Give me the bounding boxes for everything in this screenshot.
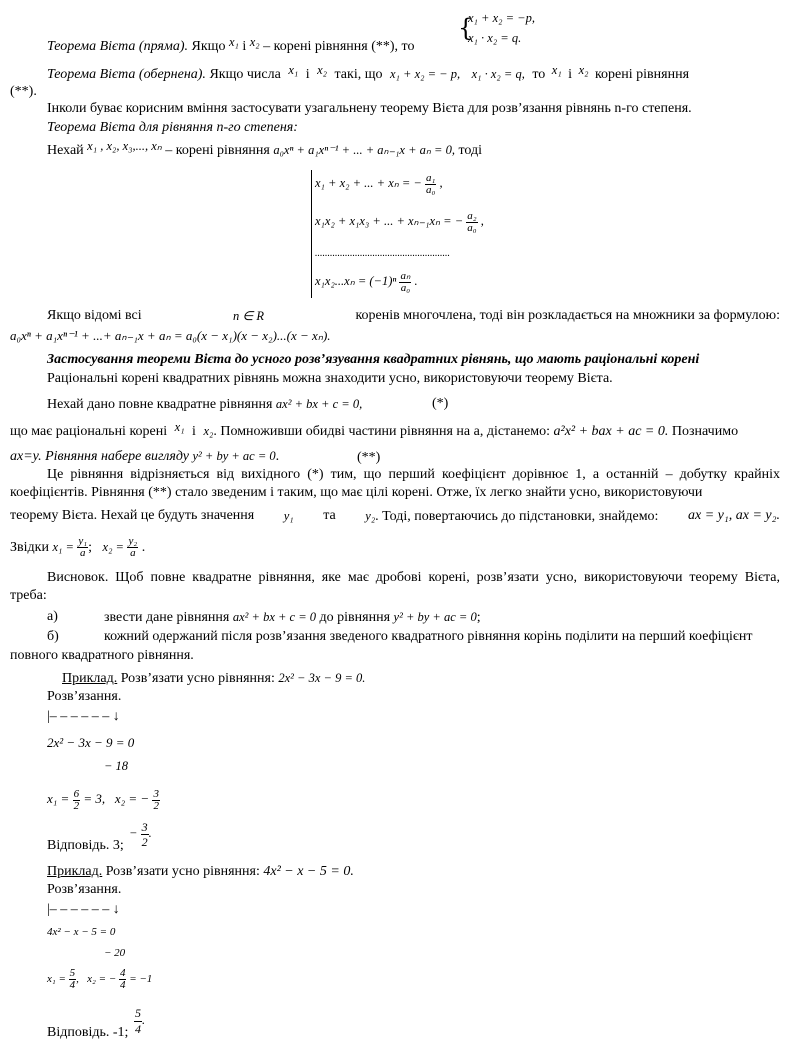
x2-symbol: x₂ xyxy=(249,35,260,49)
subst-dot: . xyxy=(275,449,280,464)
nth-f2-den: a₀ xyxy=(467,221,477,234)
vieta-direct-pre: Якщо xyxy=(191,39,226,54)
full-eq: ax² + bx + c = 0, xyxy=(275,397,363,411)
nth-post: тоді xyxy=(458,143,482,158)
vieta-direct-mid: і xyxy=(242,39,247,54)
ex2-label: Приклад. xyxy=(47,864,103,879)
factor-text: Якщо відомі всі xyxy=(47,308,142,323)
step-a-line xyxy=(104,609,481,626)
step-a-mid: до рівняння xyxy=(319,610,391,625)
whence-x1: x₁ = xyxy=(52,540,74,554)
generalized-intro: Інколи буває корисним вміння застосувати узагальнену теорему Вієта для розв’язання рівнянь n-го степеня. xyxy=(47,101,692,116)
ex1-ans-dot: . xyxy=(148,826,152,840)
nth-degree-line xyxy=(47,139,482,159)
ex1-solution: Розв’язання. xyxy=(47,689,122,704)
ex1-ans-den: 2 xyxy=(141,834,148,849)
full-eq-pre: Нехай дано повне квадратне рівняння xyxy=(47,397,273,412)
x1-symbol: x₁ xyxy=(288,63,299,77)
nth-f2-num: a₂ xyxy=(467,209,477,222)
nth-system-brace xyxy=(311,170,312,298)
nth-product-left: x₁x₂...xₙ = (−1)ⁿ xyxy=(315,274,397,288)
ex1-eq: 2x² − 3x − 9 = 0. xyxy=(278,671,366,685)
ex1-title-line xyxy=(62,670,365,687)
ex1-ans-minus: − xyxy=(129,826,138,840)
ex2-x1-num: 5 xyxy=(69,966,76,979)
ex1-x2-num: 3 xyxy=(153,787,159,800)
step-a-eq1: ax² + bx + c = 0 xyxy=(232,610,317,624)
nth-roots: x₁ , x₂, x₃,..., xₙ xyxy=(87,139,162,153)
ex1-x1-den: 2 xyxy=(73,799,80,812)
whence-d2: a xyxy=(130,547,136,560)
vieta-inverse-sum: x₁ + x₂ = − p, xyxy=(390,67,461,81)
ex2-ans-dot: . xyxy=(142,1013,146,1027)
nth-sum-left: x₁ + x₂ + ... + xₙ = − xyxy=(315,176,422,190)
rational-pre: що має раціональні корені xyxy=(10,424,168,439)
para2-end-pre: теорему Вієта. Нехай це будуть значення xyxy=(10,508,255,523)
subst-eq: y² + by + ac = 0 xyxy=(192,449,276,463)
vieta-sys-sum: x₁ + x₂ = −p, xyxy=(468,11,535,25)
x1-symbol: x₁ xyxy=(174,420,185,434)
whence-label: Звідки xyxy=(10,540,49,555)
ex2-x1-comma: , xyxy=(76,973,79,985)
vieta-inverse-post2: (**). xyxy=(10,84,37,99)
ex2-x1: x₁ = xyxy=(47,973,66,985)
vieta-inverse-line xyxy=(47,63,690,83)
step-b-label: б) xyxy=(47,629,59,644)
nth-f1-den: a₀ xyxy=(426,183,436,196)
vieta-direct-line xyxy=(47,35,415,55)
nth-c1: , xyxy=(439,176,443,190)
nth-product-row xyxy=(315,270,418,294)
nth-dots-row: ...................................................... xyxy=(315,248,450,259)
whence-semi: ; xyxy=(88,540,93,555)
ex2-x1-den: 4 xyxy=(69,978,76,991)
ex1-prod: − 18 xyxy=(104,759,129,773)
conclusion2: треба: xyxy=(10,588,47,603)
nth-pair-left: x₁x₂ + x₁x₃ + ... + xₙ₋₁xₙ = − xyxy=(315,214,464,228)
para2-ta: та xyxy=(323,508,336,523)
ex1-x2: x₂ = − xyxy=(114,791,150,806)
nth-f4-num: aₙ xyxy=(400,269,411,282)
whence-d1: a xyxy=(80,547,86,560)
rational-mid: і xyxy=(192,424,196,439)
vieta-inverse-label: Теорема Вієта (обернена). xyxy=(47,67,206,82)
ex2-answer: Відповідь. -1; xyxy=(47,1025,129,1040)
step-b-text2: повного квадратного рівняння. xyxy=(10,648,194,663)
ex1-answer: Відповідь. 3; xyxy=(47,838,124,853)
vieta-inverse-mid3: то xyxy=(532,67,546,82)
full-eq-mark: (*) xyxy=(432,396,449,411)
vieta-inverse-mid4: і xyxy=(568,67,573,82)
nth-f1-num: a₁ xyxy=(426,171,436,184)
rational-roots-line xyxy=(10,420,739,440)
ex2-solution: Розв’язання. xyxy=(47,882,122,897)
ex1-x1-num: 6 xyxy=(73,787,80,800)
full-eq-line xyxy=(47,396,362,413)
para2: Це рівняння відрізняється від вихідного (*) тим, що перший коефіцієнт дорівнює 1, а останній – добутку крайніх коефіцієнтів. Рівняння (**) стало зведеним і таким, що має цілі корені. Отже, їх легко знайти усно, використовуючи xyxy=(10,467,780,500)
nth-degree-title: Теорема Вієта для рівняння n-го степеня: xyxy=(47,120,298,135)
ex2-ans-den: 4 xyxy=(135,1021,141,1036)
x1-symbol: x₁ xyxy=(228,35,239,49)
whence-x2: x₂ = xyxy=(102,540,124,554)
ex1-eq2: 2x² − 3x − 9 = 0 xyxy=(47,735,135,750)
ex2-text: Розв’язати усно рівняння: xyxy=(105,864,260,879)
ex2-x2-value: = −1 xyxy=(129,973,153,985)
subst-mark: (**) xyxy=(357,450,381,465)
whence-n1: y₁ xyxy=(78,535,88,548)
vieta-inverse-pre: Якщо числа xyxy=(209,67,281,82)
ex1-x2-den: 2 xyxy=(153,799,159,812)
nth-sum-row xyxy=(315,172,443,196)
rational-eq: a²x² + bax + ac = 0. xyxy=(553,424,669,439)
ex2-x2: x₂ = − xyxy=(87,973,117,985)
ex1-x1: x₁ = xyxy=(47,791,70,806)
factor-nr: n ∈ R xyxy=(233,309,265,323)
vieta-sys-product: x₁ · x₂ = q. xyxy=(468,31,522,45)
ex2-eq2: 4x² − x − 5 = 0 xyxy=(47,926,116,938)
oral-intro: Раціональні корені квадратних рівнянь можна знаходити усно, використовуючи теорему Вієта. xyxy=(47,371,613,386)
step-a-pre: звести дане рівняння xyxy=(104,610,230,625)
factor-text2: коренів многочлена, тоді він розкладається на множники за формулою: xyxy=(355,308,780,323)
vieta-direct-label: Теорема Вієта (пряма). xyxy=(47,39,189,54)
nth-mid: – корені рівняння xyxy=(165,143,270,158)
nth-pre: Нехай xyxy=(47,143,84,158)
para2-end-post: . Тоді, повертаючись до підстановки, знайдемо: xyxy=(375,509,659,524)
ex2-title-line xyxy=(47,864,354,880)
system-brace: { xyxy=(458,14,474,42)
factor-formula: a₀xⁿ + a₁xⁿ⁻¹ + ...+ aₙ₋₁x + aₙ = a₀(x − x₁)(x − x₂)...(x − xₙ). xyxy=(10,328,331,343)
conclusion: Висновок. Щоб повне квадратне рівняння, яке має дробові корені, розв’язати усно, використовуючи теорему Вієта, xyxy=(47,570,780,585)
nth-c4: . xyxy=(414,274,418,288)
whence-n2: y₂ xyxy=(128,535,138,548)
para2-y2: y₂ xyxy=(365,509,376,523)
nth-equation: a₀xⁿ + a₁xⁿ⁻¹ + ... + aₙ₋₁x + aₙ = 0, xyxy=(273,143,455,157)
ex2-roots-line xyxy=(47,966,152,992)
ex2-arrow: |– – – – – – ↓ xyxy=(47,902,120,917)
vieta-inverse-mid: і xyxy=(305,67,310,82)
ex2-x2-den: 4 xyxy=(119,978,126,991)
whence-dot: . xyxy=(141,540,146,555)
ex1-ans-num: 3 xyxy=(141,819,148,834)
para2-end-line xyxy=(10,508,780,525)
ex2-x2-num: 4 xyxy=(119,966,126,979)
step-a-post: ; xyxy=(476,610,481,625)
rational-post2: Позначимо xyxy=(671,424,739,439)
factor-line xyxy=(47,308,780,324)
step-b-text: кожний одержаний після розв’язання зведеного квадратного рівняння корінь поділити на перший коефіцієнт xyxy=(104,629,753,644)
x2-symbol: x₂ xyxy=(317,63,328,77)
x2-symbol: x₂ xyxy=(578,63,589,77)
vieta-inverse-post: корені рівняння xyxy=(594,67,690,82)
ex1-text: Розв’язати усно рівняння: xyxy=(120,671,275,686)
step-a-eq2: y² + by + ac = 0 xyxy=(393,610,477,624)
para2-end-eq: ax = y₁, ax = y₂. xyxy=(688,508,780,523)
ex1-x1-value: = 3, xyxy=(83,791,106,806)
ex1-roots-line xyxy=(47,786,160,812)
x2-symbol: x₂ xyxy=(203,424,214,438)
ex1-arrow: |– – – – – – ↓ xyxy=(47,709,120,724)
nth-pair-row xyxy=(315,210,484,234)
ex2-eq: 4x² − x − 5 = 0. xyxy=(263,864,354,879)
ex2-prod: − 20 xyxy=(104,947,126,959)
x1-symbol: x₁ xyxy=(551,63,562,77)
oral-title: Застосування теореми Вієта до усного розв’язування квадратних рівнянь, що мають раціональні корені xyxy=(47,352,700,367)
vieta-direct-post: – корені рівняння (**), то xyxy=(263,39,415,54)
ex2-ans-num: 5 xyxy=(135,1005,141,1020)
rational-post: . Помноживши обидві частини рівняння на a, дістанемо: xyxy=(213,424,550,439)
nth-f4-den: a₀ xyxy=(400,281,411,294)
whence-line xyxy=(10,535,145,560)
step-a-label: а) xyxy=(47,609,58,624)
vieta-inverse-product: x₁ · x₂ = q, xyxy=(471,67,525,81)
nth-c2: , xyxy=(480,214,484,228)
ex1-answer-frac xyxy=(129,818,152,849)
vieta-inverse-mid2: такі, що xyxy=(334,67,383,82)
subst-pre: ax=y. Рівняння набере вигляду xyxy=(10,449,189,464)
subst-line xyxy=(10,448,279,465)
para2-y1: y₁ xyxy=(283,509,294,523)
ex1-label: Приклад. xyxy=(62,671,118,686)
ex2-answer-frac xyxy=(134,1000,145,1040)
